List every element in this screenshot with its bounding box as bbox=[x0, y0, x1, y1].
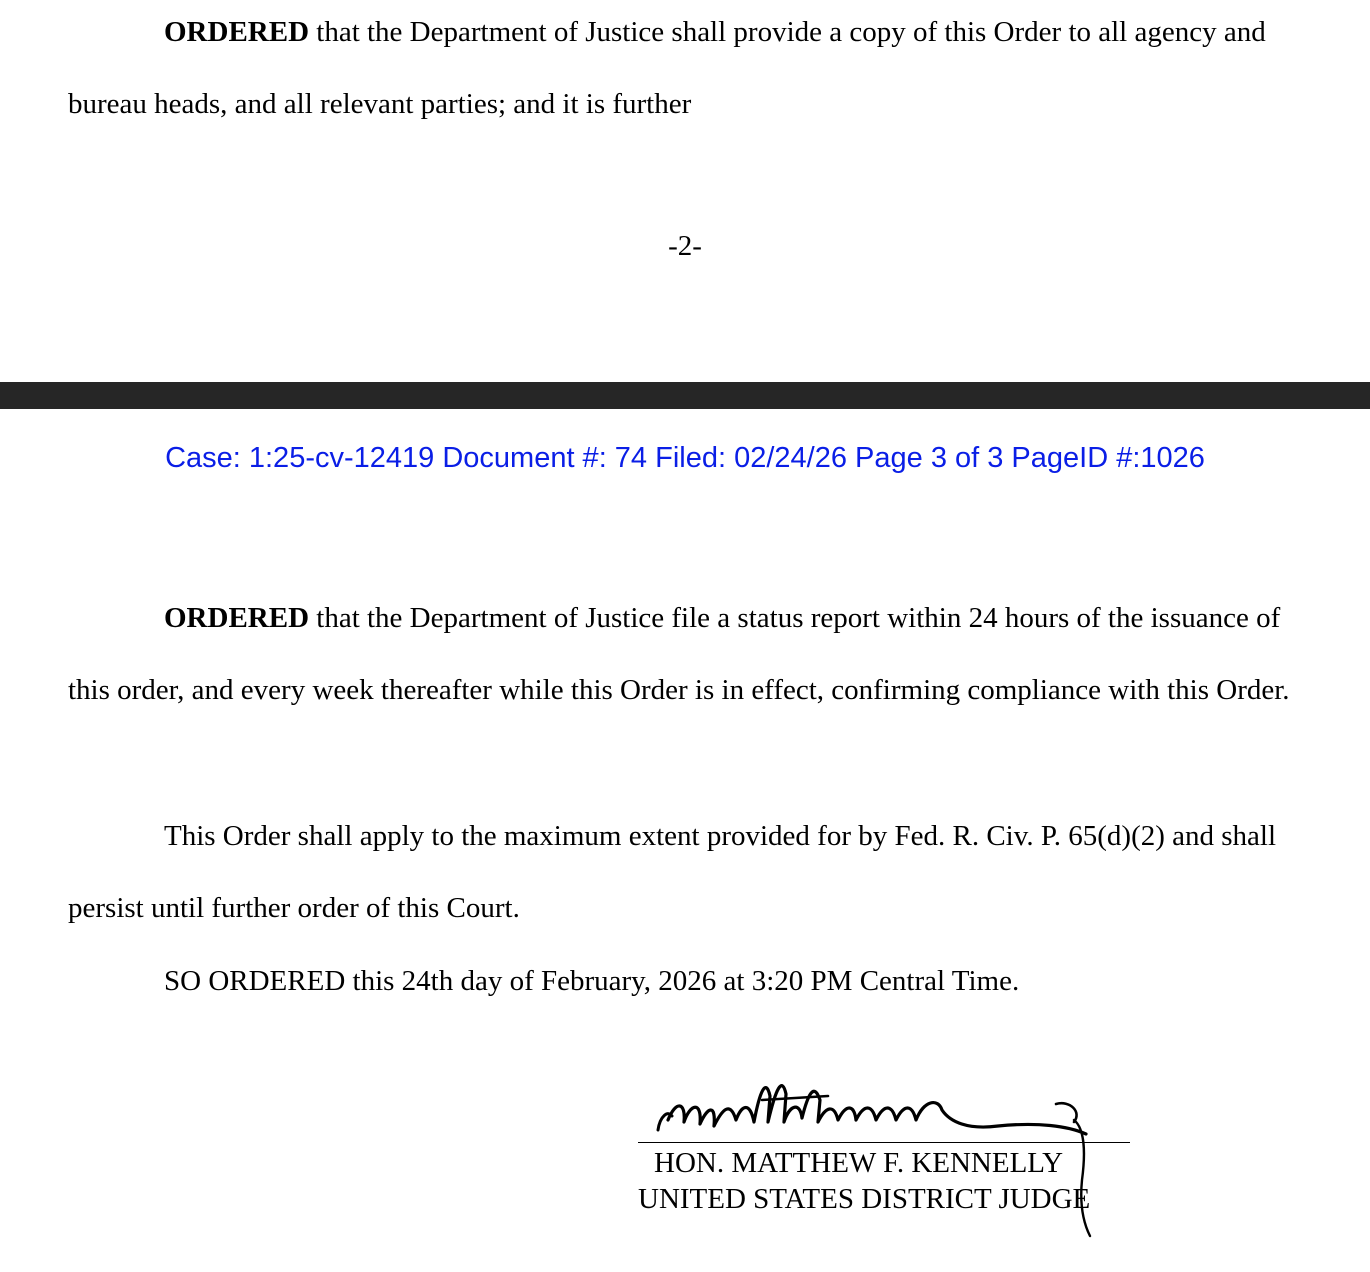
so-ordered-paragraph bbox=[68, 945, 1308, 1017]
scope-paragraph bbox=[68, 800, 1308, 944]
ordered-lead: ORDERED bbox=[164, 16, 310, 48]
ordered-paragraph-text: that the Department of Justice file a status report within 24 hours of the issuance of this order, and every week thereafter while this Order is in effect, confirming compliance with this Order. bbox=[68, 602, 1290, 706]
judge-name: HON. MATTHEW F. KENNELLY bbox=[654, 1147, 1064, 1179]
case-header: Case: 1:25-cv-12419 Document #: 74 Filed: 02/24/26 Page 3 of 3 PageID #:1026 bbox=[165, 442, 1205, 474]
ordered-lead: ORDERED bbox=[164, 602, 310, 634]
signature-line bbox=[638, 1142, 1130, 1143]
ordered-paragraph-distribution bbox=[68, 0, 1308, 140]
ordered-paragraph-text: that the Department of Justice shall provide a copy of this Order to all agency and bureau heads, and all relevant parties; and it is further bbox=[68, 16, 1266, 120]
judge-title: UNITED STATES DISTRICT JUDGE bbox=[638, 1183, 1091, 1215]
ordered-paragraph-status-report bbox=[68, 582, 1308, 726]
signature-block bbox=[638, 1060, 1158, 1250]
so-ordered-text: SO ORDERED this 24th day of February, 2026 at 3:20 PM Central Time. bbox=[164, 965, 1020, 997]
page-break-divider bbox=[0, 382, 1370, 409]
page-number: -2- bbox=[668, 230, 702, 262]
scope-paragraph-text: This Order shall apply to the maximum extent provided for by Fed. R. Civ. P. 65(d)(2) and shall persist until further order of this Court. bbox=[68, 820, 1277, 924]
